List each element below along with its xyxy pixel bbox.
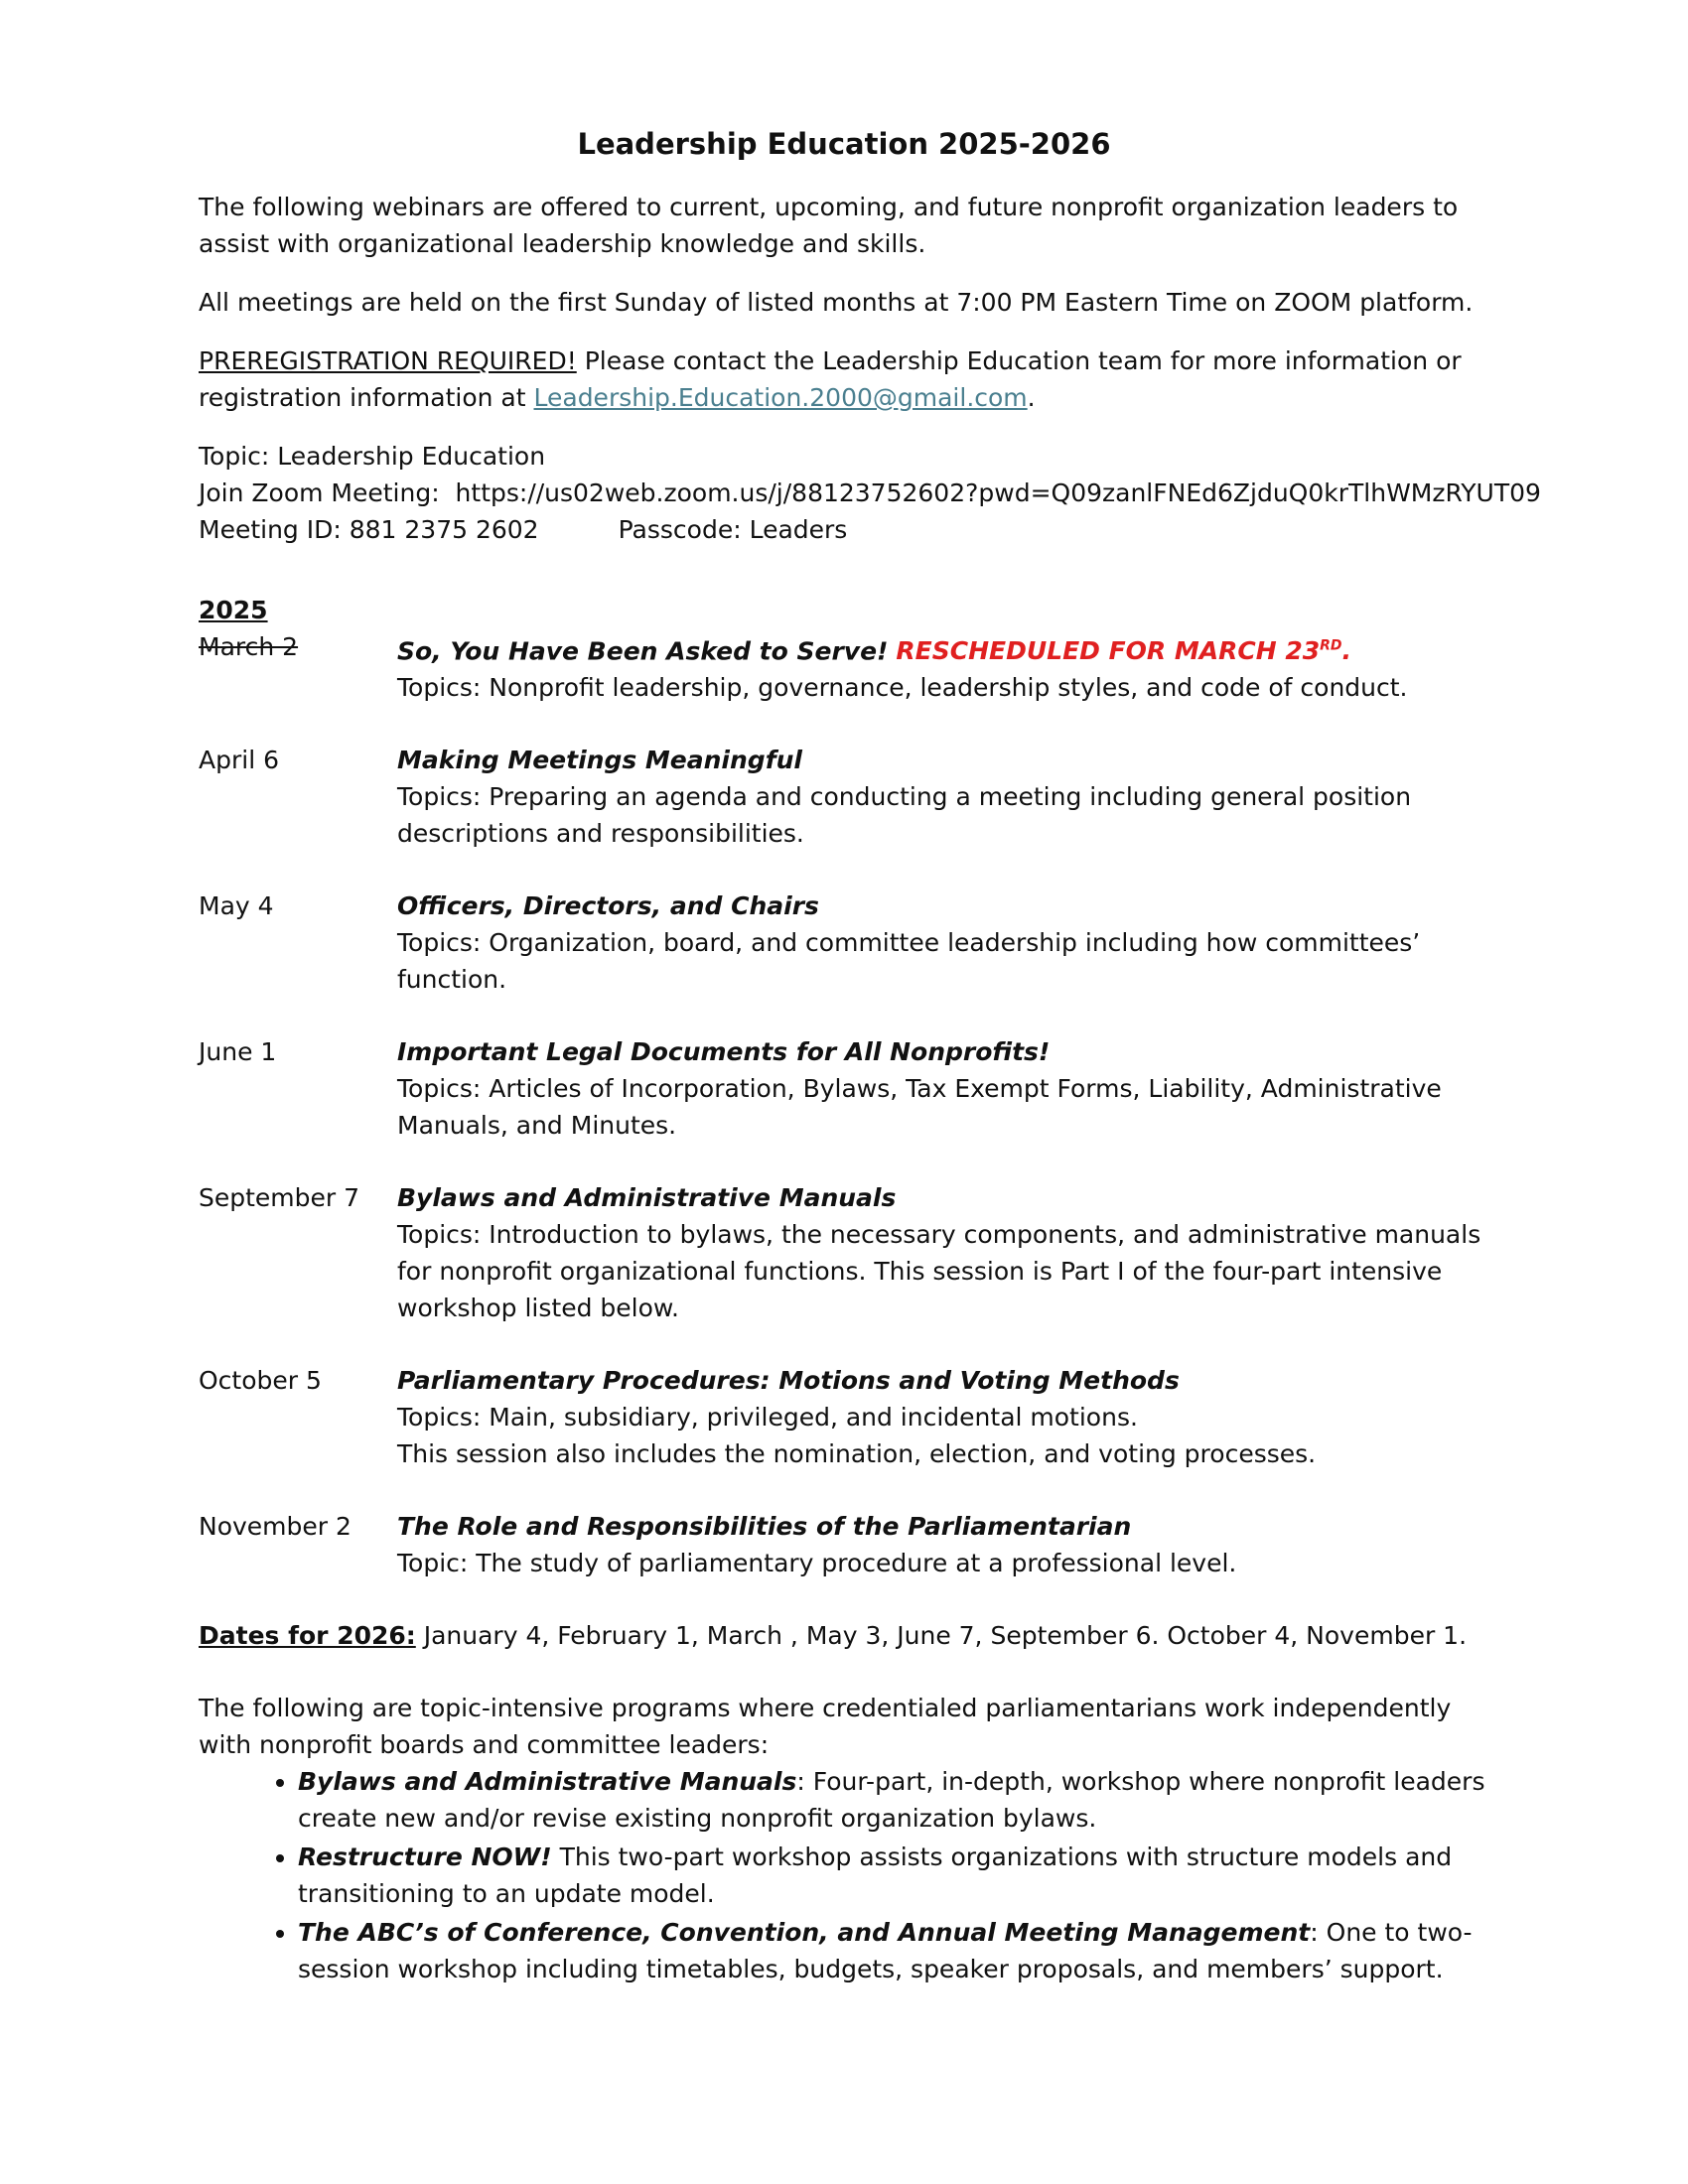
zoom-passcode: Passcode: Leaders [618, 515, 848, 544]
session-row [199, 1508, 1489, 1581]
zoom-info [199, 438, 1541, 548]
session-date: May 4 [199, 891, 274, 921]
programs-list [199, 1763, 1489, 1987]
session-topics: Topics: Organization, board, and committee leadership including how committees’ function. [397, 928, 1421, 995]
dates-2026 [199, 1617, 1489, 1654]
session-title: Important Legal Documents for All Nonprofits! [397, 1037, 1051, 1067]
document-page [199, 127, 1541, 1989]
email-link[interactable]: Leadership.Education.2000@gmail.com [533, 383, 1028, 412]
session-date: June 1 [199, 1037, 277, 1067]
program-text: : One to two-session workshop including timetables, budgets, speaker proposals, and members’ support. [298, 1918, 1473, 1984]
rescheduled-notice: RESCHEDULED FOR MARCH 23RD. [896, 636, 1352, 666]
program-title: Bylaws and Administrative Manuals [298, 1767, 797, 1797]
session-date: September 7 [199, 1183, 360, 1213]
intro-paragraph: The following webinars are offered to current, upcoming, and future nonprofit organization leaders to assist with organizational leadership knowledge and skills. [199, 193, 1459, 258]
session-row [199, 1362, 1489, 1472]
zoom-join-label: Join Zoom Meeting: [199, 478, 440, 507]
meetings-note: All meetings are held on the first Sunday of listed months at 7:00 PM Eastern Time on ZOOM platform. [199, 288, 1474, 317]
zoom-join-url[interactable]: https://us02web.zoom.us/j/88123752602?pwd=Q09zanlFNEd6ZjduQ0krTlhWMzRYUT09 [455, 478, 1541, 507]
session-title: The Role and Responsibilities of the Parliamentarian [397, 1512, 1132, 1542]
programs-intro: The following are topic-intensive programs where credentialed parliamentarians work independently with nonprofit boards and committee leaders: [199, 1694, 1452, 1760]
zoom-topic: Topic: Leadership Education [199, 442, 546, 471]
zoom-credentials [199, 511, 1489, 548]
program-item [298, 1763, 1489, 1837]
program-item [298, 1839, 1489, 1912]
program-text: : Four-part, in-depth, workshop where nonprofit leaders create new and/or revise existing nonprofit organization bylaws. [298, 1767, 1485, 1834]
session-row [199, 628, 1489, 706]
session-title: Officers, Directors, and Chairs [397, 891, 819, 921]
session-topics: Topics: Preparing an agenda and conducting a meeting including general position descriptions and responsibilities. [397, 782, 1412, 849]
session-topics: Topics: Main, subsidiary, privileged, and incidental motions. [397, 1403, 1138, 1433]
session-title: Parliamentary Procedures: Motions and Voting Methods [397, 1366, 1180, 1396]
session-date: November 2 [199, 1512, 352, 1542]
session-topics: Topics: Articles of Incorporation, Bylaws, Tax Exempt Forms, Liability, Administrative Manuals, and Minutes. [397, 1074, 1442, 1141]
session-date: October 5 [199, 1366, 322, 1396]
session-row [199, 1179, 1489, 1326]
zoom-join [199, 475, 1541, 511]
program-item [298, 1914, 1489, 1987]
preregistration-text: Please contact the Leadership Education team for more information or registration information at [199, 346, 1462, 412]
session-topics: Topics: Nonprofit leadership, governance, leadership styles, and code of conduct. [397, 673, 1408, 703]
session-topics: Topic: The study of parliamentary procedure at a professional level. [397, 1549, 1237, 1578]
session-title: Bylaws and Administrative Manuals [397, 1183, 897, 1213]
session-title: So, You Have Been Asked to Serve! [397, 636, 889, 666]
dates-2026-text: January 4, February 1, March , May 3, June 7, September 6. October 4, November 1. [415, 1621, 1468, 1651]
zoom-meeting-id: Meeting ID: 881 2375 2602 [199, 515, 539, 544]
dates-2026-label: Dates for 2026: [199, 1621, 416, 1651]
preregistration-required: PREREGISTRATION REQUIRED! [199, 346, 577, 375]
preregistration-paragraph: PREREGISTRATION REQUIRED! Please contact the Leadership Education team for more information or registration information at Leadership.Education.2000@gmail.com. [199, 346, 1462, 412]
program-title: Restructure NOW! [298, 1843, 552, 1872]
session-topics: Topics: Introduction to bylaws, the necessary components, and administrative manuals for nonprofit organizational functions. This session is Part I of the four-part intensive workshop listed below. [397, 1220, 1481, 1323]
session-title: Making Meetings Meaningful [397, 746, 802, 775]
session-row [199, 1033, 1489, 1144]
document-title: Leadership Education 2025-2026 [577, 127, 1111, 161]
session-row [199, 887, 1489, 998]
session-topics-extra: This session also includes the nomination, election, and voting processes. [397, 1439, 1317, 1469]
year-heading: 2025 [199, 596, 268, 624]
session-date: March 2 [199, 632, 299, 661]
session-date: April 6 [199, 746, 279, 775]
program-text: This two-part workshop assists organizations with structure models and transitioning to an update model. [298, 1843, 1453, 1909]
session-row [199, 742, 1489, 852]
program-title: The ABC’s of Conference, Convention, and Annual Meeting Management [298, 1918, 1311, 1948]
